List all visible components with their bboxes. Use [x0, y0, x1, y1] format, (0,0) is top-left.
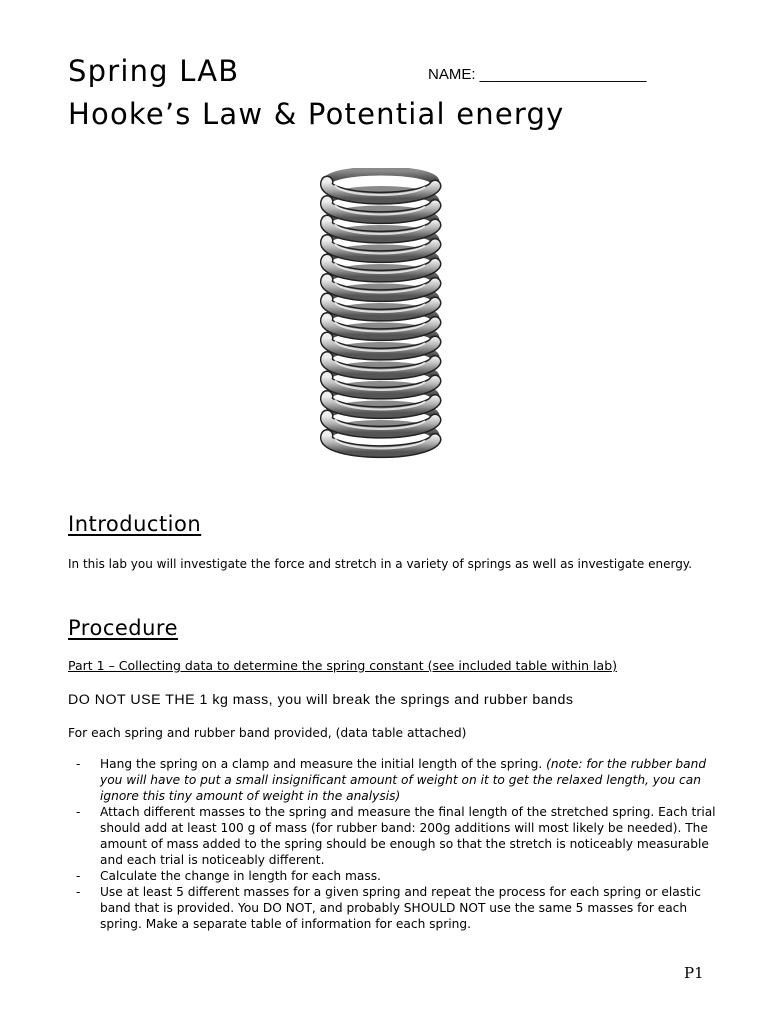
list-item: - Hang the spring on a clamp and measure the initial length of the spring. (note: for the rubber band you will have to put a small insignificant amount of weight on it to get the relaxed length, you can ignore this tiny amount of weight in the analysis) [76, 757, 707, 803]
page-title: Spring LAB [68, 54, 240, 88]
step-text: Calculate the change in length for each mass. [100, 869, 381, 883]
page-number: P1 [684, 964, 704, 982]
procedure-steps [76, 756, 716, 932]
part1-heading: Part 1 – Collecting data to determine the spring constant (see included table within lab) [68, 658, 618, 673]
step-note: (note: for the rubber band you will have to put a small insignificant amount of weight on it to get the relaxed length, you can ignore this tiny amount of weight in the analysis) [100, 757, 707, 803]
list-item: - Use at least 5 different masses for a given spring and repeat the process for each spring or elastic band that is provided. You DO NOT, and probably SHOULD NOT use the same 5 masses for each spring. Make a separate table of information for each spring. [76, 885, 701, 931]
mass-warning: DO NOT USE THE 1 kg mass, you will break the springs and rubber bands [68, 692, 574, 708]
introduction-text: In this lab you will investigate the force and stretch in a variety of springs as well as investigate energy. [68, 557, 693, 571]
procedure-heading: Procedure [68, 616, 179, 640]
step-text: Attach different masses to the spring and measure the final length of the stretched spring. Each trial should add at least 100 g of mass (for rubber band: 200g additions will most likely be needed). The amount of mass added to the spring should be enough so that the stretch is noticeably measurable and each trial is noticeably different. [100, 805, 716, 867]
list-item: - Attach different masses to the spring and measure the final length of the stretched spring. Each trial should add at least 100 g of mass (for rubber band: 200g additions will most likely be needed). The amount of mass added to the spring should be enough so that the stretch is noticeably measurable and each trial is noticeably different. [76, 805, 716, 867]
step-text: Hang the spring on a clamp and measure the initial length of the spring. [100, 757, 547, 771]
page-subtitle: Hooke’s Law & Potential energy [68, 97, 565, 131]
introduction-heading: Introduction [68, 512, 202, 536]
list-item: - Calculate the change in length for each mass. [76, 869, 381, 883]
spring-coil-back [327, 171, 435, 182]
step-text: Use at least 5 different masses for a given spring and repeat the process for each spring or elastic band that is provided. You DO NOT, and probably SHOULD NOT use the same 5 masses for each spring. Make a separate table of information for each spring. [100, 885, 701, 931]
name-field-label: NAME: ____________________ [428, 66, 647, 83]
coil-spring-icon [318, 168, 444, 468]
procedure-intro: For each spring and rubber band provided, (data table attached) [68, 726, 467, 740]
